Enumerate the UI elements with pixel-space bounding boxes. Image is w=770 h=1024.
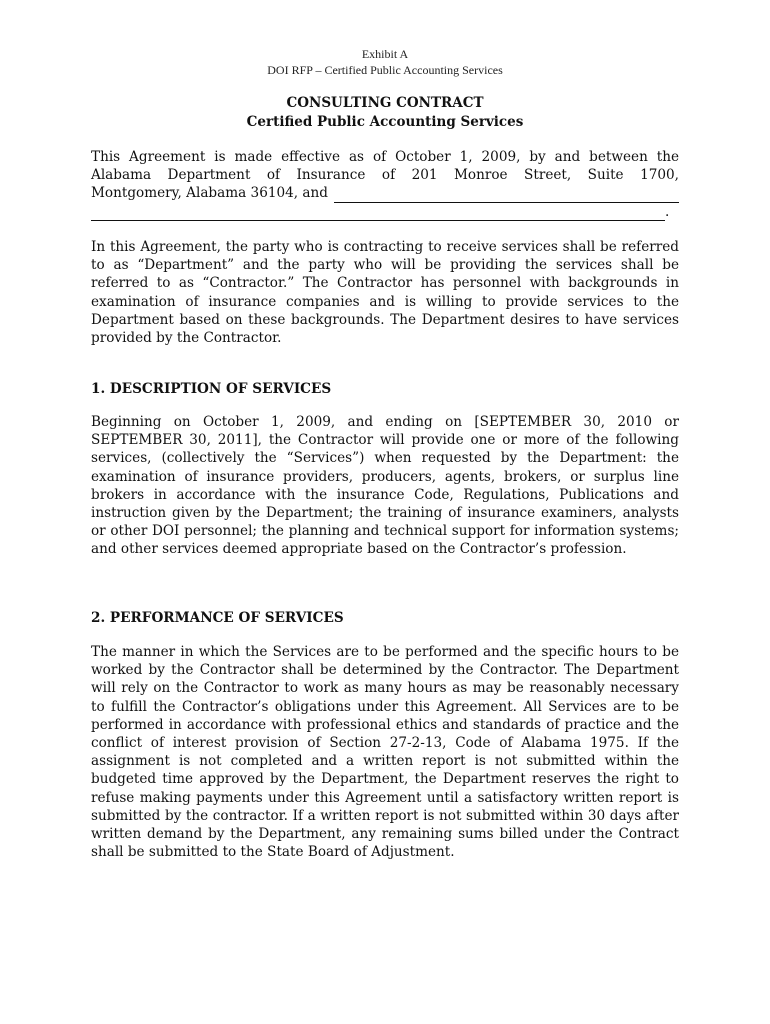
section-1-paragraph: Beginning on October 1, 2009, and ending on [SEPTEMBER 30, 2010 or SEPTEMBER 30, 2011], the Contractor will provide one or more of the following services, (collectively the “Services”) when requested by the Department: the examination of insurance providers, producers, agents, brokers, or surplus line brokers in accordance with the insurance Code, Regulations, Publications and instruction given by the Department; the training of insurance examiners, analysts or other DOI personnel; the planning and technical support for information systems; and other services deemed appropriate based on the Contractor’s profession. bbox=[91, 414, 679, 558]
section-2-paragraph: The manner in which the Services are to be performed and the specific hours to be worked by the Contractor shall be determined by the Contractor. The Department will rely on the Contractor to work as many hours as may be reasonably necessary to fulfill the Contractor’s obligations under this Agreement. All Services are to be performed in accordance with professional ethics and standards of practice and the conflict of interest provision of Section 27-2-13, Code of Alabama 1975. If the assignment is not completed and a written report is not submitted within the budgeted time approved by the Department, the Department reserves the right to refuse making payments under this Agreement until a satisfactory written report is submitted by the contractor. If a written report is not submitted within 30 days after written demand by the Department, any remaining sums billed under the Contract shall be submitted to the State Board of Adjustment. bbox=[91, 644, 679, 861]
section-1-heading: 1. DESCRIPTION OF SERVICES bbox=[91, 381, 332, 397]
intro-line-3-text: Montgomery, Alabama 36104, and bbox=[91, 185, 328, 202]
intro-paragraph bbox=[91, 148, 679, 221]
intro-line-1: This Agreement is made effective as of October 1, 2009, by and between the bbox=[91, 149, 679, 165]
section-2-heading: 2. PERFORMANCE OF SERVICES bbox=[91, 610, 344, 626]
title-line-2: Certified Public Accounting Services bbox=[246, 114, 524, 130]
intro-line-3 bbox=[91, 184, 679, 202]
contractor-address-blank bbox=[91, 206, 665, 221]
intro-line-2: Alabama Department of Insurance of 201 Monroe Street, Suite 1700, bbox=[91, 167, 679, 184]
parties-paragraph: In this Agreement, the party who is contracting to receive services shall be referred to as “Department” and the party who will be providing the services shall be referred to as “Contractor.” The Contractor has personnel with backgrounds in examination of insurance companies and is willing to provide services to the Department based on these backgrounds. The Department desires to have services provided by the Contractor. bbox=[91, 239, 679, 347]
rfp-label: DOI RFP – Certified Public Accounting Services bbox=[267, 63, 503, 77]
contractor-name-blank bbox=[334, 188, 679, 203]
intro-line-4-end: . bbox=[665, 203, 670, 220]
exhibit-label: Exhibit A bbox=[361, 47, 409, 61]
contract-title bbox=[0, 94, 770, 132]
exhibit-header bbox=[0, 46, 770, 78]
title-line-1: CONSULTING CONTRACT bbox=[286, 95, 484, 111]
intro-line-4 bbox=[91, 203, 679, 221]
